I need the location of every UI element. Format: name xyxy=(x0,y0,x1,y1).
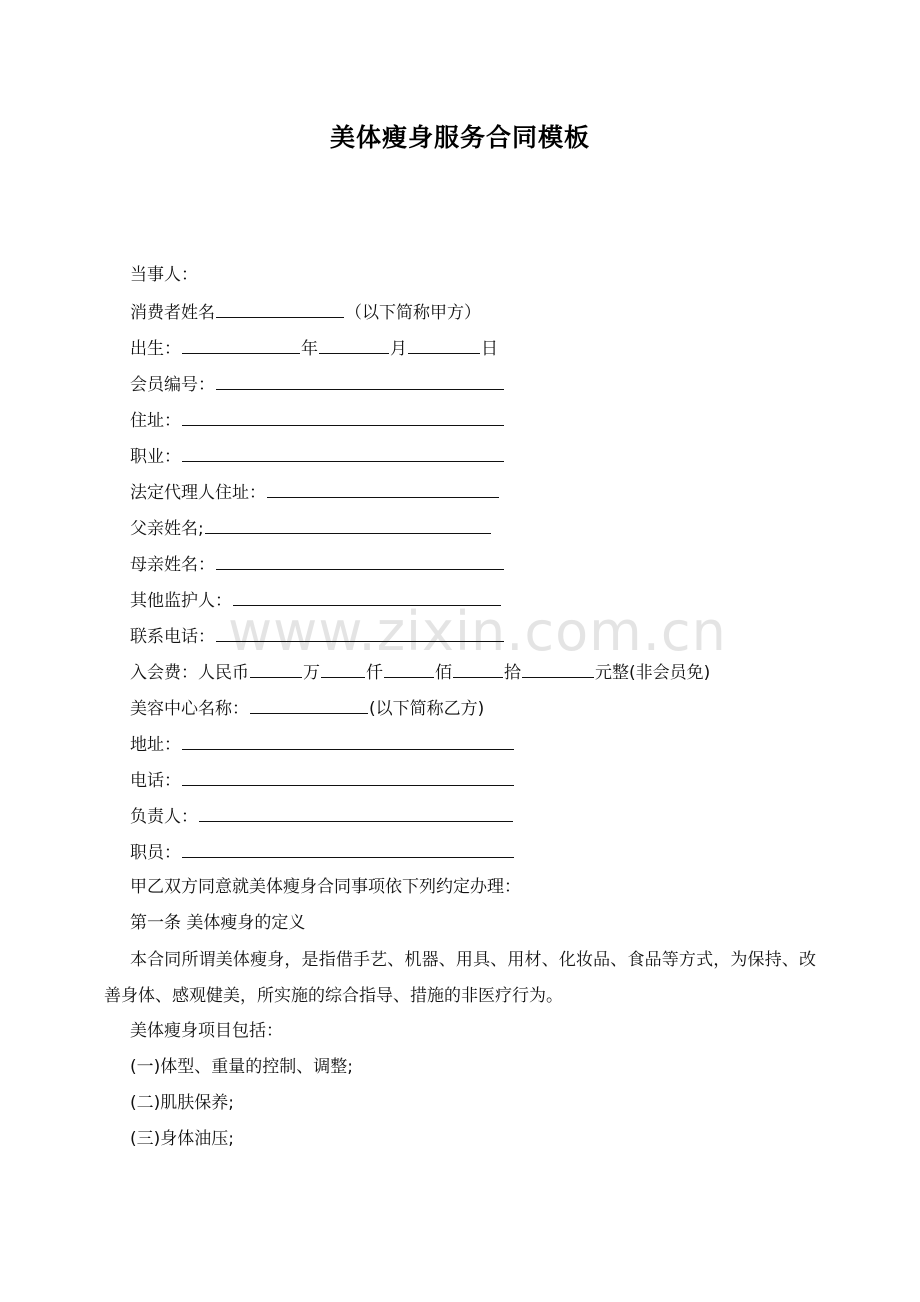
birth-year-blank[interactable] xyxy=(182,334,300,354)
definition-text: 本合同所谓美体瘦身，是指借手艺、机器、用具、用材、化妆品、食品等方式，为保持、改善身体、感观健美，所实施的综合指导、措施的非医疗行为。 xyxy=(104,950,816,1006)
job-row xyxy=(130,442,505,468)
mother-name-label: 母亲姓名： xyxy=(130,555,215,575)
center-address-blank[interactable] xyxy=(182,730,514,750)
center-phone-row xyxy=(130,766,515,792)
consumer-name-blank[interactable] xyxy=(216,298,344,318)
center-address-row xyxy=(130,730,515,756)
job-label: 职业： xyxy=(130,447,181,467)
wan-label: 万 xyxy=(303,663,320,683)
agent-address-row xyxy=(130,478,500,504)
birth-month-blank[interactable] xyxy=(319,334,389,354)
phone-row xyxy=(130,622,505,648)
manager-row xyxy=(130,802,514,828)
fee-shi-blank[interactable] xyxy=(453,658,503,678)
address-row xyxy=(130,406,505,432)
address-label: 住址： xyxy=(130,411,181,431)
document-title: 美体瘦身服务合同模板 xyxy=(329,123,590,152)
father-name-row xyxy=(130,514,492,540)
center-suffix: (以下简称乙方) xyxy=(369,699,485,719)
items-intro: 美体瘦身项目包括： xyxy=(130,1021,283,1041)
phone-blank[interactable] xyxy=(216,622,504,642)
consumer-name-label: 消费者姓名 xyxy=(130,303,215,323)
yuan-label: 元整(非会员免) xyxy=(595,663,711,683)
consumer-suffix: （以下简称甲方） xyxy=(345,303,481,323)
member-no-row xyxy=(130,370,505,396)
agreement-text: 甲乙双方同意就美体瘦身合同事项依下列约定办理： xyxy=(130,877,521,897)
list-item: (三)身体油压; xyxy=(130,1129,234,1149)
mother-name-row xyxy=(130,550,505,576)
member-no-blank[interactable] xyxy=(216,370,504,390)
agent-address-blank[interactable] xyxy=(267,478,499,498)
fee-qian-blank[interactable] xyxy=(321,658,365,678)
list-item: (二)肌肤保养; xyxy=(130,1093,234,1113)
center-phone-blank[interactable] xyxy=(182,766,514,786)
center-phone-label: 电话： xyxy=(130,771,181,791)
definition-paragraph xyxy=(104,942,816,1014)
guardian-label: 其他监护人： xyxy=(130,591,232,611)
staff-blank[interactable] xyxy=(182,838,514,858)
fee-wan-blank[interactable] xyxy=(250,658,302,678)
center-address-label: 地址： xyxy=(130,735,181,755)
qian-label: 仟 xyxy=(366,663,383,683)
father-name-blank[interactable] xyxy=(205,514,491,534)
month-label: 月 xyxy=(390,339,407,359)
fee-yuan-blank[interactable] xyxy=(522,658,594,678)
phone-label: 联系电话： xyxy=(130,627,215,647)
staff-row xyxy=(130,838,515,864)
consumer-name-row xyxy=(130,298,481,324)
address-blank[interactable] xyxy=(182,406,504,426)
birth-day-blank[interactable] xyxy=(408,334,480,354)
birth-row xyxy=(130,334,498,360)
party-label: 当事人： xyxy=(130,265,198,285)
guardian-row xyxy=(130,586,502,612)
center-name-blank[interactable] xyxy=(250,694,368,714)
fee-label: 入会费：人民币 xyxy=(130,663,249,683)
day-label: 日 xyxy=(481,339,498,359)
list-item: (一)体型、重量的控制、调整; xyxy=(130,1057,353,1077)
shi-label: 拾 xyxy=(504,663,521,683)
job-blank[interactable] xyxy=(182,442,504,462)
fee-row xyxy=(130,658,710,684)
agent-address-label: 法定代理人住址： xyxy=(130,483,266,503)
manager-blank[interactable] xyxy=(199,802,513,822)
mother-name-blank[interactable] xyxy=(216,550,504,570)
staff-label: 职员： xyxy=(130,843,181,863)
article1-heading: 第一条 美体瘦身的定义 xyxy=(130,913,306,933)
bai-label: 佰 xyxy=(435,663,452,683)
birth-label: 出生： xyxy=(130,339,181,359)
father-name-label: 父亲姓名; xyxy=(130,519,204,539)
manager-label: 负责人： xyxy=(130,807,198,827)
center-name-row xyxy=(130,694,484,720)
watermark: www.zixin.com.cn xyxy=(228,600,727,663)
fee-bai-blank[interactable] xyxy=(384,658,434,678)
guardian-blank[interactable] xyxy=(233,586,501,606)
center-name-label: 美容中心名称： xyxy=(130,699,249,719)
year-label: 年 xyxy=(301,339,318,359)
member-no-label: 会员编号： xyxy=(130,375,215,395)
